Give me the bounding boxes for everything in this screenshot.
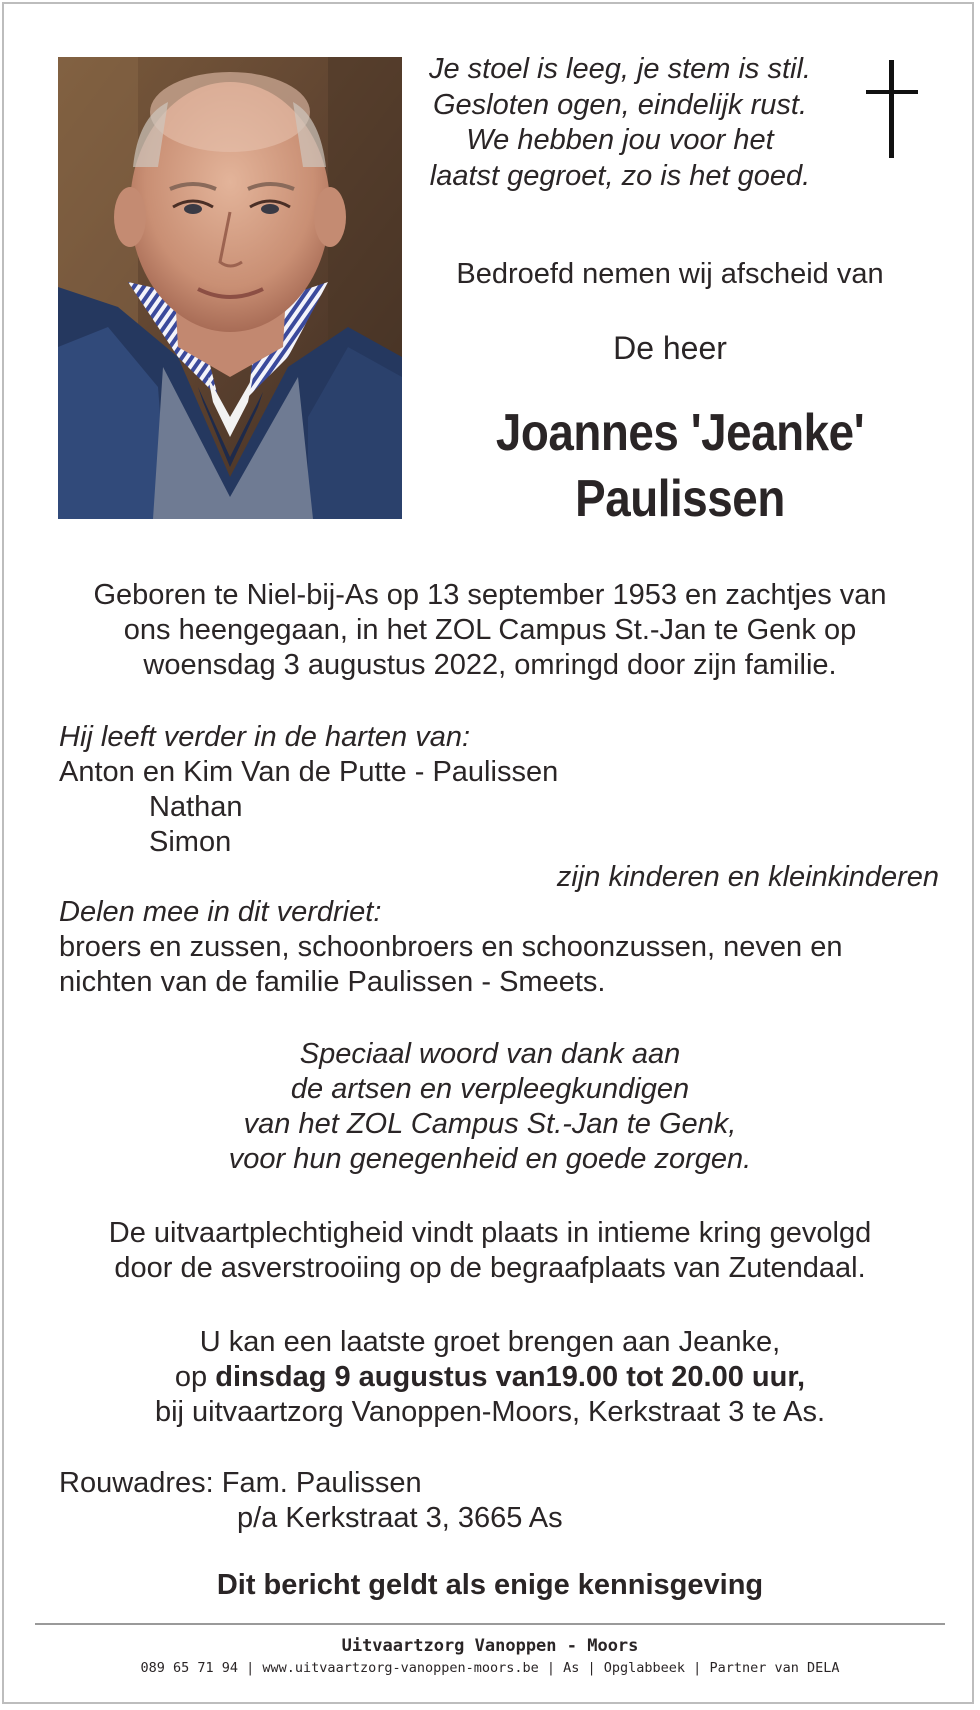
share-heading: Delen mee in dit verdriet: — [59, 896, 382, 928]
grandchild-name: Nathan — [149, 791, 243, 823]
survivors-heading: Hij leeft verder in de harten van: — [59, 721, 471, 753]
poem — [405, 52, 835, 194]
text-line: bij uitvaartzorg Vanoppen-Moors, Kerkstraat 3 te As. — [154, 1396, 826, 1428]
thanks-note — [40, 1037, 940, 1177]
birth-details — [40, 578, 940, 683]
address-line: Rouwadres: Fam. Paulissen — [59, 1467, 422, 1499]
divider — [35, 1623, 945, 1625]
portrait-photo — [58, 57, 402, 519]
text-line: woensdag 3 augustus 2022, omringd door zijn familie. — [143, 649, 837, 681]
text-line: voor hun genegenheid en goede zorgen. — [228, 1143, 752, 1175]
text-line: Geboren te Niel-bij-As op 13 september 1953 en zachtjes van — [93, 579, 887, 611]
deceased-name — [442, 400, 917, 532]
text-line: door de asverstrooiing op de begraafplaats van Zutendaal. — [114, 1252, 866, 1284]
name-line: Joannes 'Jeanke' — [495, 404, 865, 462]
text-line: U kan een laatste groet brengen aan Jeanke, — [199, 1326, 781, 1358]
poem-line: We hebben jou voor het — [466, 124, 774, 156]
children-names: Anton en Kim Van de Putte - Paulissen — [59, 756, 559, 788]
name-line: Paulissen — [575, 470, 785, 528]
intro-text: Bedroefd nemen wij afscheid van — [456, 258, 884, 290]
share-line: broers en zussen, schoonbroers en schoonzussen, neven en — [59, 931, 843, 963]
visit-time-line — [40, 1360, 940, 1395]
mourning-address — [59, 1466, 759, 1536]
share-line: nichten van de familie Paulissen - Smeets. — [59, 966, 606, 998]
survivors — [59, 720, 939, 1000]
cross-icon — [862, 60, 922, 160]
footer-details: 089 65 71 94 | www.uitvaartzorg-vanoppen-moors.be | As | Opglabbeek | Partner van DELA — [140, 1660, 840, 1676]
relation-label: zijn kinderen en kleinkinderen — [556, 861, 939, 893]
text-line: van het ZOL Campus St.-Jan te Genk, — [243, 1108, 737, 1140]
poem-line: Je stoel is leeg, je stem is stil. — [429, 53, 811, 85]
visit-info — [40, 1325, 940, 1430]
visit-time: dinsdag 9 augustus van19.00 tot 20.00 uur, — [215, 1361, 806, 1393]
poem-line: Gesloten ogen, eindelijk rust. — [433, 88, 807, 121]
address-line: p/a Kerkstraat 3, 3665 As — [237, 1502, 563, 1534]
notice: Dit bericht geldt als enige kennisgeving — [216, 1569, 764, 1601]
text-line: Speciaal woord van dank aan — [299, 1038, 681, 1070]
poem-line: laatst gegroet, zo is het goed. — [429, 159, 811, 192]
ceremony-info — [40, 1216, 940, 1286]
text-line: de artsen en verpleegkundigen — [290, 1073, 690, 1105]
text-line: ons heengegaan, in het ZOL Campus St.-Jan te Genk op — [123, 614, 857, 646]
salutation: De heer — [613, 330, 727, 366]
visit-prefix: op — [174, 1361, 216, 1393]
text-line: De uitvaartplechtigheid vindt plaats in intieme kring gevolgd — [108, 1217, 872, 1249]
footer-company: Uitvaartzorg Vanoppen - Moors — [341, 1636, 639, 1656]
grandchild-name: Simon — [149, 826, 232, 858]
